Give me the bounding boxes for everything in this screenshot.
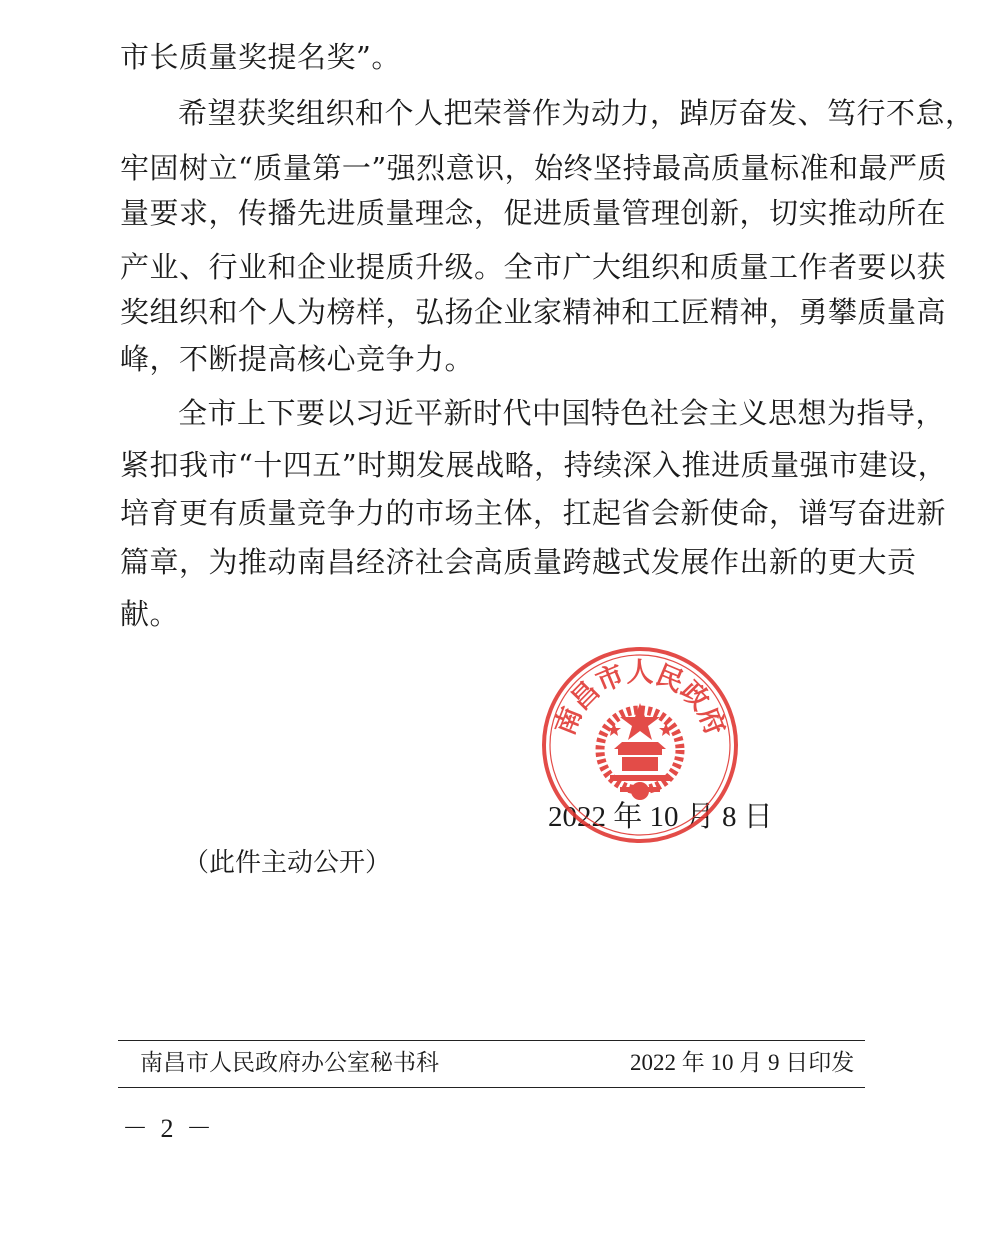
official-seal — [540, 645, 740, 845]
body-line-5: 产业、行业和企业提质升级。全市广大组织和质量工作者要以获 — [120, 250, 947, 284]
body-line-12: 献。 — [120, 597, 180, 631]
body-line-10: 培育更有质量竞争力的市场主体，扛起省会新使命，谱写奋进新 — [120, 496, 947, 530]
national-emblem-icon — [600, 703, 680, 800]
footer-bottom-rule — [118, 1087, 865, 1088]
body-line-6: 奖组织和个人为榜样，弘扬企业家精神和工匠精神，勇攀质量高 — [120, 295, 947, 329]
body-line-11: 篇章，为推动南昌经济社会高质量跨越式发展作出新的更大贡 — [120, 545, 917, 579]
footer-issuer: 南昌市人民政府办公室秘书科 — [140, 1050, 439, 1076]
page-number: － 2 － — [122, 1114, 216, 1143]
seal-text: 南昌市人民政府 — [549, 657, 731, 740]
public-disclosure-note: （此件主动公开） — [183, 848, 392, 878]
footer-issue-date: 2022 年 10 月 9 日印发 — [630, 1050, 855, 1075]
body-line-9: 紧扣我市“十四五”时期发展战略，持续深入推进质量强市建设， — [120, 448, 948, 482]
body-line-3: 牢固树立“质量第一”强烈意识，始终坚持最高质量标准和最严质 — [120, 151, 948, 185]
body-line-7: 峰，不断提高核心竞争力。 — [120, 342, 475, 376]
body-line-2: 希望获奖组织和个人把荣誉作为动力，踔厉奋发、笃行不怠， — [178, 96, 975, 130]
footer-top-rule — [118, 1040, 865, 1041]
body-line-4: 量要求，传播先进质量理念，促进质量管理创新，切实推动所在 — [120, 196, 947, 230]
body-line-1: 市长质量奖提名奖”。 — [120, 40, 401, 74]
signature-date: 2022 年 10 月 8 日 — [548, 801, 773, 833]
body-line-8: 全市上下要以习近平新时代中国特色社会主义思想为指导， — [178, 396, 946, 430]
